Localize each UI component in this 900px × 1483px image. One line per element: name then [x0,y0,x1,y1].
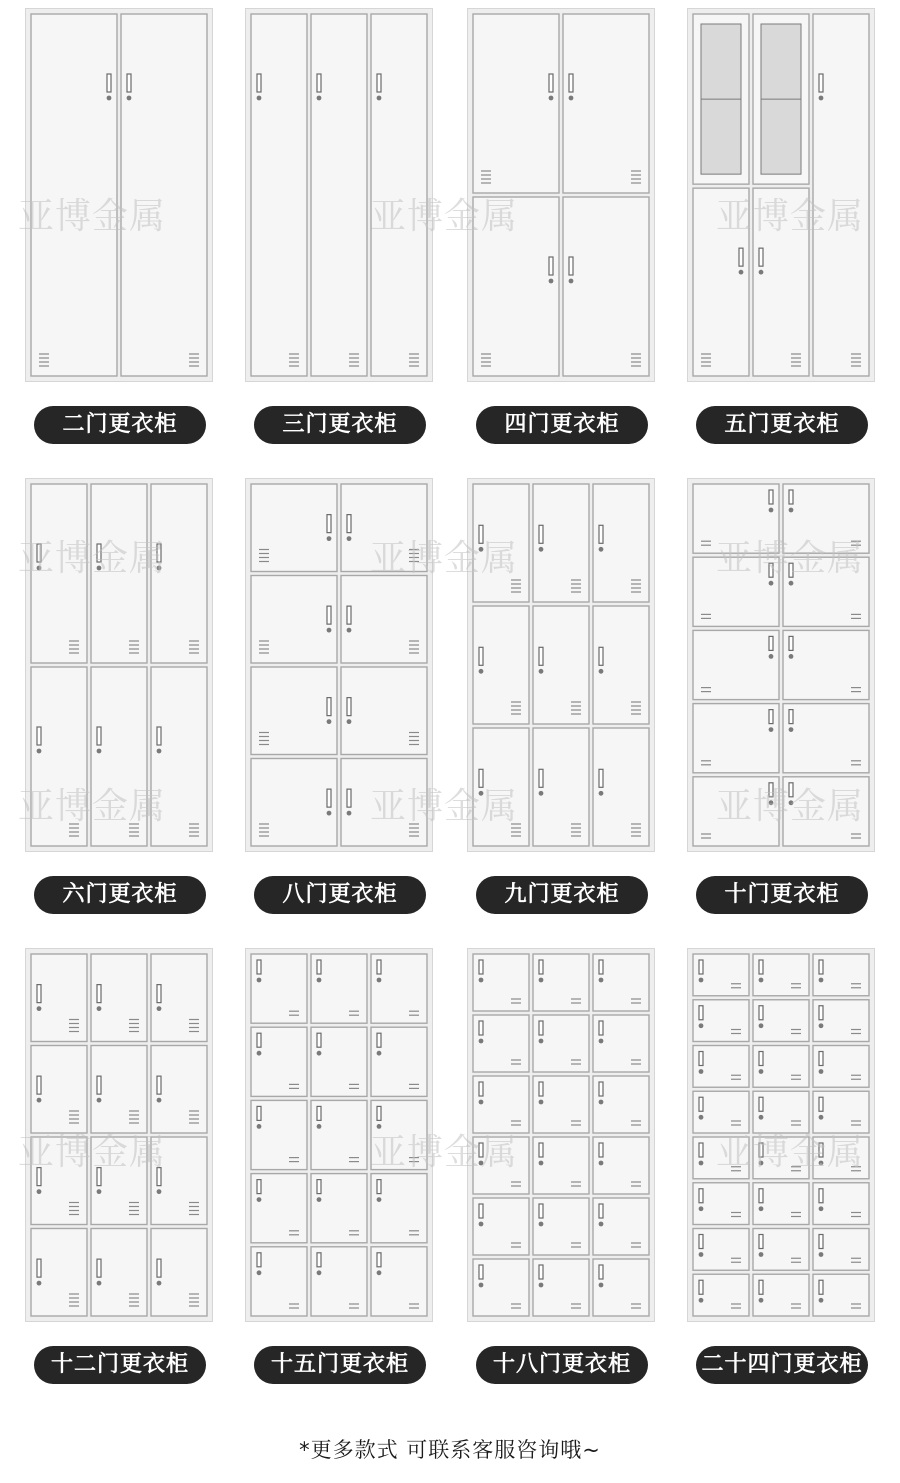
locker-door [473,1137,529,1194]
handle-icon [317,1033,322,1055]
handle-icon [37,1168,42,1194]
handle-icon [819,1143,824,1165]
handle-icon [257,1253,262,1275]
cabinet-image [245,478,433,852]
handle-icon [377,1033,382,1055]
locker-door [31,667,87,846]
handle-icon [769,490,774,512]
locker-door [693,704,779,773]
locker-door [593,954,649,1011]
locker-door [151,667,207,846]
cabinet-image [25,478,213,852]
footer-note: *更多款式 可联系客服咨询哦~ [299,1438,601,1462]
handle-icon [97,985,102,1011]
handle-icon [317,1106,322,1128]
handle-icon [317,74,322,100]
locker-door [91,484,147,663]
handle-icon [819,74,824,100]
locker-door [593,1198,649,1255]
locker-door [693,1091,749,1133]
locker-door [91,1137,147,1225]
watermark-text: 亚博金属 [18,786,167,827]
locker-door [341,759,427,847]
locker-door [311,1100,367,1169]
handle-icon [317,1180,322,1202]
cabinet-image [467,8,655,382]
locker-door [813,1000,869,1042]
locker-door [31,954,87,1042]
locker-door [251,1247,307,1316]
locker-door [371,1100,427,1169]
handle-icon [327,515,332,541]
cabinet-image [245,8,433,382]
handle-icon [327,698,332,724]
locker-door [371,1247,427,1316]
locker-door [693,1229,749,1271]
locker-door [473,1198,529,1255]
locker-door [251,484,337,572]
product-card[interactable] [25,948,213,1388]
handle-icon [699,1189,704,1211]
locker-door [121,14,207,376]
locker-door [31,1229,87,1317]
locker-door [593,606,649,724]
product-card[interactable] [687,8,875,448]
handle-icon [157,1168,162,1194]
handle-icon [157,1259,162,1285]
locker-door [31,1046,87,1134]
handle-icon [769,783,774,805]
locker-door [533,1076,589,1133]
locker-door [783,704,869,773]
product-label: 十八门更衣柜 [476,1346,648,1384]
handle-icon [699,960,704,982]
locker-door [693,630,779,699]
handle-icon [769,710,774,732]
handle-icon [347,515,352,541]
locker-door [151,1137,207,1225]
locker-door [533,728,589,846]
handle-icon [377,1253,382,1275]
locker-door [813,1229,869,1271]
locker-door [813,1046,869,1088]
locker-door [151,954,207,1042]
locker-door [693,1000,749,1042]
handle-icon [479,1021,484,1043]
locker-door [593,1076,649,1133]
handle-icon [257,960,262,982]
handle-icon [759,1006,764,1028]
locker-door [533,1259,589,1316]
cabinet-image [687,478,875,852]
locker-door [251,759,337,847]
handle-icon [769,563,774,585]
locker-door [251,667,337,755]
handle-icon [539,769,544,795]
locker-door [311,954,367,1023]
handle-icon [377,1180,382,1202]
locker-door [473,14,559,193]
handle-icon [257,1033,262,1055]
handle-icon [539,647,544,673]
handle-icon [789,563,794,585]
cabinet-image [245,948,433,1322]
locker-door [813,1091,869,1133]
locker-door [783,484,869,553]
product-card[interactable] [25,478,213,918]
handle-icon [699,1235,704,1257]
product-card[interactable] [687,948,875,1388]
locker-door [533,1015,589,1072]
locker-door [753,1046,809,1088]
locker-door [371,1174,427,1243]
handle-icon [539,1082,544,1104]
product-label: 四门更衣柜 [476,406,648,444]
locker-door [31,1137,87,1225]
locker-door [91,1046,147,1134]
handle-icon [599,1143,604,1165]
handle-icon [539,1265,544,1287]
handle-icon [157,1076,162,1102]
handle-icon [789,636,794,658]
handle-icon [599,647,604,673]
handle-icon [549,74,554,100]
locker-door [813,1137,869,1179]
locker-door [693,1183,749,1225]
locker-door [533,606,589,724]
locker-door [753,1183,809,1225]
locker-door [251,14,307,376]
cabinet-image [25,948,213,1322]
handle-icon [97,1259,102,1285]
handle-icon [699,1280,704,1302]
locker-door [151,1229,207,1317]
locker-door [473,1076,529,1133]
locker-door [783,777,869,846]
handle-icon [759,248,764,274]
handle-icon [599,1204,604,1226]
handle-icon [479,1143,484,1165]
handle-icon [37,985,42,1011]
product-label: 六门更衣柜 [34,876,206,914]
handle-icon [539,960,544,982]
handle-icon [759,1280,764,1302]
locker-door [813,1183,869,1225]
handle-icon [599,1021,604,1043]
watermark-text: 亚博金属 [370,538,519,579]
handle-icon [37,544,42,570]
handle-icon [819,1006,824,1028]
locker-door [473,1259,529,1316]
handle-icon [599,1265,604,1287]
watermark-text: 亚博金属 [716,538,865,579]
handle-icon [377,960,382,982]
handle-icon [327,789,332,815]
handle-icon [37,1259,42,1285]
handle-icon [599,525,604,551]
cabinet-image [467,478,655,852]
locker-door [311,1027,367,1096]
handle-icon [479,647,484,673]
locker-door [813,14,869,376]
locker-door [91,954,147,1042]
handle-icon [317,960,322,982]
locker-door [693,1137,749,1179]
locker-door [251,1027,307,1096]
locker-door [371,1027,427,1096]
locker-door [753,1000,809,1042]
locker-door [151,484,207,663]
handle-icon [107,74,112,100]
locker-door [783,557,869,626]
handle-icon [257,74,262,100]
handle-icon [157,544,162,570]
locker-door [693,484,779,553]
handle-icon [819,1052,824,1074]
locker-door [473,1015,529,1072]
watermark-text: 亚博金属 [370,1132,519,1173]
watermark-text: 亚博金属 [716,1132,865,1173]
locker-door [693,954,749,996]
handle-icon [759,1097,764,1119]
handle-icon [377,1106,382,1128]
locker-door [341,484,427,572]
handle-icon [347,789,352,815]
locker-door [251,954,307,1023]
product-label: 三门更衣柜 [254,406,426,444]
locker-door [31,14,117,376]
handle-icon [479,525,484,551]
handle-icon [699,1006,704,1028]
locker-door [753,1274,809,1316]
locker-door [813,1274,869,1316]
handle-icon [97,1168,102,1194]
handle-icon [479,960,484,982]
cabinet-image [25,8,213,382]
locker-door [251,1100,307,1169]
handle-icon [569,257,574,283]
watermark-text: 亚博金属 [716,786,865,827]
handle-icon [769,636,774,658]
handle-icon [819,1280,824,1302]
handle-icon [157,727,162,753]
locker-door [151,1046,207,1134]
watermark-text: 亚博金属 [370,786,519,827]
handle-icon [257,1106,262,1128]
locker-door [693,777,779,846]
locker-door [473,954,529,1011]
handle-icon [789,710,794,732]
watermark-text: 亚博金属 [18,1132,167,1173]
handle-icon [97,1076,102,1102]
handle-icon [127,74,132,100]
locker-door [753,954,809,996]
handle-icon [479,1265,484,1287]
locker-door [533,1198,589,1255]
locker-door [813,954,869,996]
watermark-text: 亚博金属 [18,538,167,579]
locker-door [311,14,367,376]
product-label: 二十四门更衣柜 [696,1346,868,1384]
product-card[interactable] [467,8,655,448]
handle-icon [317,1253,322,1275]
handle-icon [539,1204,544,1226]
handle-icon [819,1097,824,1119]
product-label: 十五门更衣柜 [254,1346,426,1384]
locker-door [311,1174,367,1243]
locker-door [753,1229,809,1271]
handle-icon [539,525,544,551]
locker-door [371,14,427,376]
handle-icon [479,1082,484,1104]
handle-icon [599,1082,604,1104]
locker-door [563,197,649,376]
handle-icon [539,1143,544,1165]
locker-door [753,188,809,376]
product-card[interactable] [25,8,213,448]
handle-icon [347,606,352,632]
locker-door [473,484,529,602]
handle-icon [377,74,382,100]
locker-door [91,1229,147,1317]
handle-icon [699,1097,704,1119]
cabinet-image [687,948,875,1322]
locker-door [251,576,337,664]
handle-icon [327,606,332,632]
handle-icon [97,544,102,570]
handle-icon [789,490,794,512]
product-card[interactable] [467,948,655,1388]
locker-door [31,484,87,663]
product-card[interactable] [245,8,433,448]
cabinet-image [687,8,875,382]
handle-icon [699,1052,704,1074]
locker-door [593,1137,649,1194]
handle-icon [37,727,42,753]
handle-icon [819,1235,824,1257]
locker-door [473,197,559,376]
handle-icon [257,1180,262,1202]
handle-icon [759,1189,764,1211]
watermark-text: 亚博金属 [716,196,865,237]
handle-icon [759,960,764,982]
handle-icon [539,1021,544,1043]
locker-door [533,484,589,602]
locker-door [563,14,649,193]
handle-icon [759,1235,764,1257]
handle-icon [759,1143,764,1165]
locker-door [693,1274,749,1316]
handle-icon [789,783,794,805]
handle-icon [819,1189,824,1211]
product-card[interactable] [687,478,875,918]
product-card[interactable] [245,948,433,1388]
handle-icon [347,698,352,724]
locker-door [533,954,589,1011]
glass-door [693,14,809,184]
handle-icon [549,257,554,283]
locker-door [341,667,427,755]
locker-door [371,954,427,1023]
locker-door [341,576,427,664]
locker-door [753,1137,809,1179]
locker-door [593,1259,649,1316]
locker-door [311,1247,367,1316]
handle-icon [759,1052,764,1074]
product-label: 五门更衣柜 [696,406,868,444]
handle-icon [819,960,824,982]
cabinet-image [467,948,655,1322]
locker-door [593,728,649,846]
handle-icon [479,769,484,795]
handle-icon [599,960,604,982]
handle-icon [37,1076,42,1102]
locker-door [593,1015,649,1072]
handle-icon [479,1204,484,1226]
locker-door [473,606,529,724]
handle-icon [599,769,604,795]
locker-door [593,484,649,602]
handle-icon [157,985,162,1011]
product-card[interactable] [467,478,655,918]
locker-door [693,557,779,626]
product-label: 八门更衣柜 [254,876,426,914]
locker-door [693,188,749,376]
watermark-text: 亚博金属 [18,196,167,237]
handle-icon [739,248,744,274]
locker-door [783,630,869,699]
locker-door [753,1091,809,1133]
locker-door [251,1174,307,1243]
watermark-text: 亚博金属 [370,196,519,237]
handle-icon [97,727,102,753]
locker-door [473,728,529,846]
locker-door [91,667,147,846]
product-label: 九门更衣柜 [476,876,648,914]
product-label: 十二门更衣柜 [34,1346,206,1384]
product-card[interactable] [245,478,433,918]
locker-door [693,1046,749,1088]
product-label: 十门更衣柜 [696,876,868,914]
handle-icon [569,74,574,100]
product-label: 二门更衣柜 [34,406,206,444]
handle-icon [699,1143,704,1165]
locker-door [533,1137,589,1194]
